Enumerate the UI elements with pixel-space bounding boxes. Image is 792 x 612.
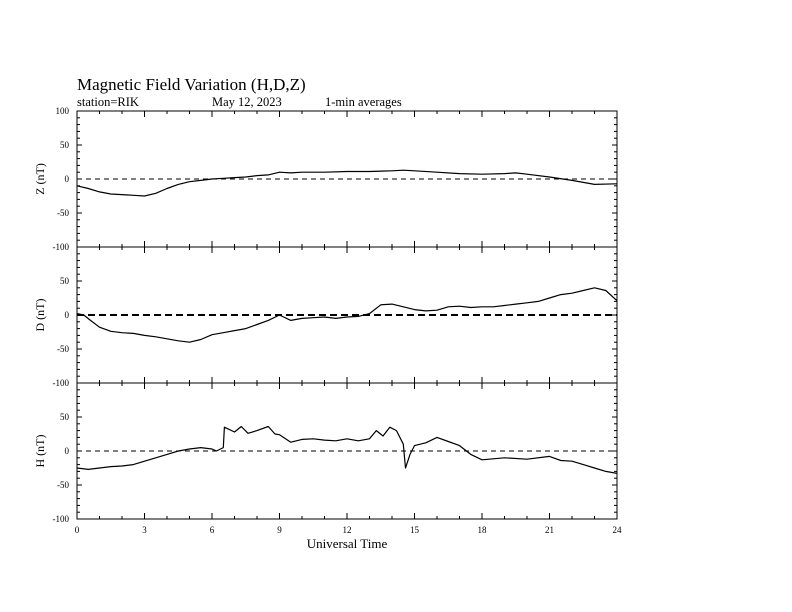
x-tick-label: 9	[277, 525, 282, 535]
x-tick-label: 3	[142, 525, 147, 535]
h-ytick-label: 0	[64, 446, 69, 456]
d-ytick-label: -100	[52, 378, 69, 388]
d-ytick-label: 0	[64, 310, 69, 320]
chart-title: Magnetic Field Variation (H,D,Z)	[77, 75, 306, 94]
z-axis-label: Z (nT)	[33, 163, 47, 195]
z-ytick-label: -100	[52, 242, 69, 252]
z-ytick-label: 50	[60, 140, 69, 150]
h-ytick-label: -50	[57, 480, 69, 490]
h-ytick-label: -100	[52, 514, 69, 524]
z-series-line	[77, 170, 617, 196]
averaging-label: 1-min averages	[325, 95, 402, 109]
date-label: May 12, 2023	[212, 95, 282, 109]
x-tick-label: 0	[74, 525, 80, 535]
h-ytick-label: 50	[60, 412, 69, 422]
h-series-line	[77, 427, 617, 474]
z-ytick-label: -50	[57, 208, 69, 218]
x-tick-label: 18	[477, 525, 487, 535]
x-tick-label: 6	[209, 525, 215, 535]
h-axis-label: H (nT)	[33, 434, 47, 468]
d-ytick-label: -50	[57, 344, 69, 354]
z-ytick-label: 100	[55, 106, 69, 116]
x-tick-label: 24	[612, 525, 622, 535]
x-tick-label: 21	[545, 525, 554, 535]
x-axis-label: Universal Time	[306, 536, 388, 551]
x-tick-label: 15	[410, 525, 419, 535]
z-ytick-label: 0	[64, 174, 69, 184]
station-label: station=RIK	[77, 95, 139, 109]
d-ytick-label: 50	[60, 276, 69, 286]
d-axis-label: D (nT)	[33, 298, 47, 332]
x-tick-label: 12	[342, 525, 352, 535]
